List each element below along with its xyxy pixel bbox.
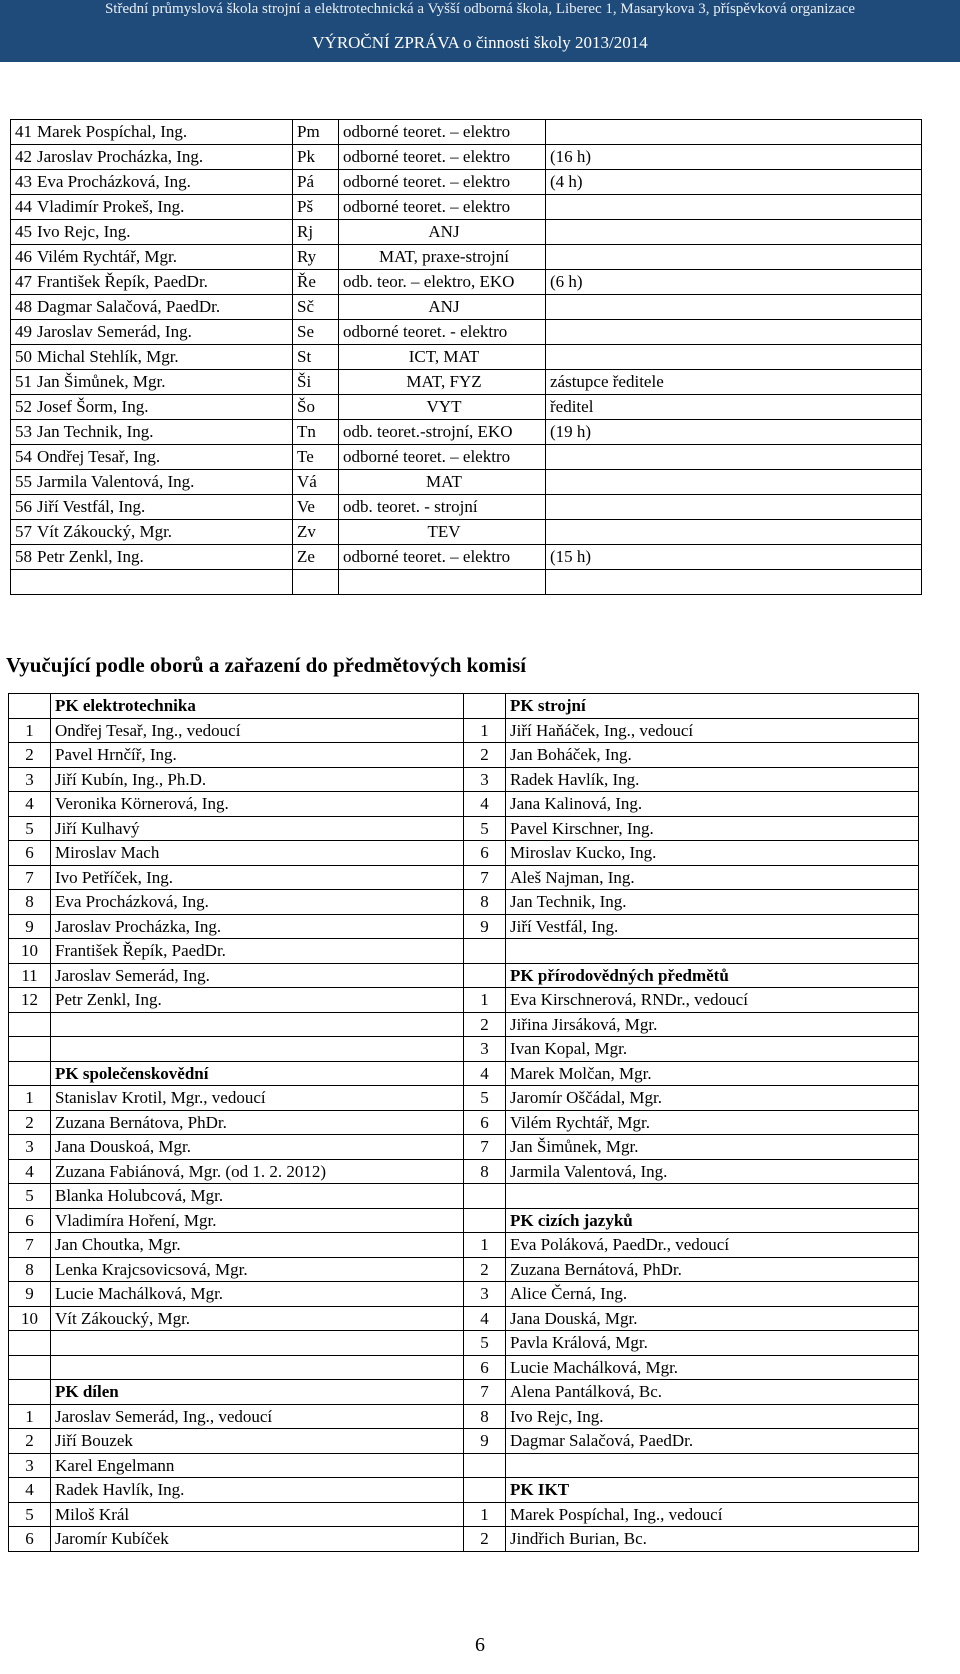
table-row (9, 1331, 919, 1356)
table-row (11, 320, 922, 345)
staff-note: (15 h) (546, 545, 922, 570)
table-row (9, 1061, 919, 1086)
right-member-number: 5 (464, 1331, 506, 1356)
right-member-name: Jana Kalinová, Ing. (506, 792, 919, 817)
staff-abbreviation: Pk (293, 145, 339, 170)
table-row (11, 570, 922, 595)
right-member-number (464, 1208, 506, 1233)
table-row (11, 245, 922, 270)
staff-subject: odborné teoret. – elektro (339, 445, 546, 470)
right-member-name: Pavla Králová, Mgr. (506, 1331, 919, 1356)
staff-subject: odborné teoret. – elektro (339, 120, 546, 145)
right-member-number: 4 (464, 792, 506, 817)
staff-name: Jan Šimůnek, Mgr. (33, 370, 293, 395)
left-member-name: Miroslav Mach (51, 841, 464, 866)
table-row (11, 270, 922, 295)
table-row (9, 1355, 919, 1380)
left-committee-heading: PK dílen (51, 1380, 464, 1405)
staff-note: zástupce ředitele (546, 370, 922, 395)
table-row (11, 220, 922, 245)
right-member-name: Marek Pospíchal, Ing., vedoucí (506, 1502, 919, 1527)
right-member-number: 2 (464, 743, 506, 768)
staff-name: Eva Procházková, Ing. (33, 170, 293, 195)
staff-number: 46 (11, 245, 34, 270)
right-member-number (464, 963, 506, 988)
table-row (9, 743, 919, 768)
left-member-name: Stanislav Krotil, Mgr., vedoucí (51, 1086, 464, 1111)
staff-name: Jan Technik, Ing. (33, 420, 293, 445)
left-member-name: Lucie Machálková, Mgr. (51, 1282, 464, 1307)
left-member-number: 9 (9, 914, 51, 939)
staff-subject: odborné teoret. – elektro (339, 545, 546, 570)
left-member-number: 8 (9, 890, 51, 915)
staff-name: Jiří Vestfál, Ing. (33, 495, 293, 520)
right-committee-heading: PK přírodovědných předmětů (506, 963, 919, 988)
table-row (11, 120, 922, 145)
left-member-number: 7 (9, 865, 51, 890)
right-member-name: Alena Pantálková, Bc. (506, 1380, 919, 1405)
staff-note: (19 h) (546, 420, 922, 445)
staff-name: František Řepík, PaedDr. (33, 270, 293, 295)
right-member-name: Miroslav Kucko, Ing. (506, 841, 919, 866)
staff-abbreviation (293, 570, 339, 595)
table-row (9, 1086, 919, 1111)
table-row (9, 1478, 919, 1503)
staff-subject: ANJ (339, 295, 546, 320)
left-member-name (51, 1355, 464, 1380)
left-member-number (9, 1037, 51, 1062)
staff-name: Ivo Rejc, Ing. (33, 220, 293, 245)
staff-number: 44 (11, 195, 34, 220)
table-row (9, 816, 919, 841)
left-member-number: 5 (9, 1184, 51, 1209)
right-member-number: 9 (464, 914, 506, 939)
table-row (9, 1502, 919, 1527)
table-row (11, 470, 922, 495)
staff-abbreviation: Se (293, 320, 339, 345)
right-member-name: Zuzana Bernátová, PhDr. (506, 1257, 919, 1282)
right-member-name (506, 939, 919, 964)
staff-note (546, 120, 922, 145)
left-member-number: 3 (9, 1453, 51, 1478)
left-member-number (9, 1012, 51, 1037)
staff-number: 47 (11, 270, 34, 295)
right-member-name: Jiřina Jirsáková, Mgr. (506, 1012, 919, 1037)
right-member-number: 8 (464, 1404, 506, 1429)
table-row (9, 694, 919, 719)
table-row (9, 767, 919, 792)
left-member-number: 7 (9, 1233, 51, 1258)
left-member-name: Blanka Holubcová, Mgr. (51, 1184, 464, 1209)
left-member-number: 2 (9, 743, 51, 768)
right-member-number: 3 (464, 1037, 506, 1062)
staff-number: 57 (11, 520, 34, 545)
staff-note (546, 445, 922, 470)
table-row (9, 1233, 919, 1258)
staff-abbreviation: Rj (293, 220, 339, 245)
left-member-name: Ivo Petříček, Ing. (51, 865, 464, 890)
left-member-name: Ondřej Tesař, Ing., vedoucí (51, 718, 464, 743)
left-member-name: Vít Zákoucký, Mgr. (51, 1306, 464, 1331)
right-member-name: Marek Molčan, Mgr. (506, 1061, 919, 1086)
staff-subject: MAT (339, 470, 546, 495)
table-row (9, 1135, 919, 1160)
staff-number: 56 (11, 495, 34, 520)
staff-number (11, 570, 34, 595)
staff-name: Marek Pospíchal, Ing. (33, 120, 293, 145)
staff-number: 48 (11, 295, 34, 320)
staff-subject: odborné teoret. – elektro (339, 195, 546, 220)
staff-note (546, 245, 922, 270)
left-member-number: 3 (9, 767, 51, 792)
left-member-number: 4 (9, 1159, 51, 1184)
committees-table (8, 693, 919, 1552)
right-member-name: Jan Technik, Ing. (506, 890, 919, 915)
school-name: Střední průmyslová škola strojní a elektrotechnická a Vyšší odborná škola, Liberec 1, Masarykova 3, příspěvková organizace (104, 1, 856, 17)
table-row (11, 145, 922, 170)
left-member-number: 9 (9, 1282, 51, 1307)
table-row (9, 1110, 919, 1135)
staff-abbreviation: Šo (293, 395, 339, 420)
right-member-name: Vilém Rychtář, Mgr. (506, 1110, 919, 1135)
right-member-number: 6 (464, 1355, 506, 1380)
table-row (11, 395, 922, 420)
left-member-number (9, 1355, 51, 1380)
right-member-number: 7 (464, 1380, 506, 1405)
staff-subject: odborné teoret. - elektro (339, 320, 546, 345)
table-row (9, 1527, 919, 1552)
table-row (9, 841, 919, 866)
left-member-name (51, 1012, 464, 1037)
staff-subject: ANJ (339, 220, 546, 245)
left-member-number: 5 (9, 1502, 51, 1527)
staff-number: 53 (11, 420, 34, 445)
staff-note (546, 345, 922, 370)
staff-note (546, 495, 922, 520)
staff-name: Petr Zenkl, Ing. (33, 545, 293, 570)
staff-table (10, 119, 922, 595)
table-row (11, 295, 922, 320)
staff-number: 43 (11, 170, 34, 195)
staff-name (33, 570, 293, 595)
staff-abbreviation: Pá (293, 170, 339, 195)
table-row (9, 1159, 919, 1184)
table-row (11, 445, 922, 470)
left-member-name: Vladimíra Hoření, Mgr. (51, 1208, 464, 1233)
right-member-number: 2 (464, 1527, 506, 1552)
staff-number: 51 (11, 370, 34, 395)
left-member-number (9, 1331, 51, 1356)
left-member-name: František Řepík, PaedDr. (51, 939, 464, 964)
staff-note (546, 195, 922, 220)
staff-subject: odb. teor. – elektro, EKO (339, 270, 546, 295)
staff-subject: odborné teoret. – elektro (339, 145, 546, 170)
staff-note (546, 295, 922, 320)
right-member-number: 3 (464, 1282, 506, 1307)
staff-abbreviation: Te (293, 445, 339, 470)
left-member-number: 2 (9, 1429, 51, 1454)
left-member-number: 6 (9, 841, 51, 866)
report-title: VÝROČNÍ ZPRÁVA o činnosti školy 2013/2014 (312, 33, 648, 52)
left-member-number: 4 (9, 792, 51, 817)
staff-note: (6 h) (546, 270, 922, 295)
staff-name: Dagmar Salačová, PaedDr. (33, 295, 293, 320)
right-member-number: 8 (464, 1159, 506, 1184)
staff-abbreviation: Ze (293, 545, 339, 570)
staff-abbreviation: St (293, 345, 339, 370)
right-committee-heading: PK cizích jazyků (506, 1208, 919, 1233)
left-member-number: 6 (9, 1527, 51, 1552)
staff-note (546, 520, 922, 545)
left-member-name: Zuzana Fabiánová, Mgr. (od 1. 2. 2012) (51, 1159, 464, 1184)
staff-name: Jaroslav Semerád, Ing. (33, 320, 293, 345)
left-member-name: Veronika Körnerová, Ing. (51, 792, 464, 817)
left-member-name: Zuzana Bernátova, PhDr. (51, 1110, 464, 1135)
right-member-number (464, 1453, 506, 1478)
left-member-name: Jiří Kulhavý (51, 816, 464, 841)
staff-number: 52 (11, 395, 34, 420)
table-row (9, 1208, 919, 1233)
left-member-name: Jaromír Kubíček (51, 1527, 464, 1552)
left-member-number: 6 (9, 1208, 51, 1233)
left-member-number: 12 (9, 988, 51, 1013)
left-member-name: Karel Engelmann (51, 1453, 464, 1478)
table-row (11, 345, 922, 370)
right-member-name: Dagmar Salačová, PaedDr. (506, 1429, 919, 1454)
right-committee-heading: PK strojní (506, 694, 919, 719)
staff-abbreviation: Pš (293, 195, 339, 220)
staff-abbreviation: Zv (293, 520, 339, 545)
table-row (9, 1184, 919, 1209)
table-row (9, 963, 919, 988)
right-member-number (464, 939, 506, 964)
page-number: 6 (475, 1634, 485, 1656)
right-member-name: Jana Douská, Mgr. (506, 1306, 919, 1331)
right-member-name: Ivan Kopal, Mgr. (506, 1037, 919, 1062)
table-row (9, 1037, 919, 1062)
staff-subject: odborné teoret. – elektro (339, 170, 546, 195)
right-member-name: Jiří Haňáček, Ing., vedoucí (506, 718, 919, 743)
left-committee-heading: PK elektrotechnika (51, 694, 464, 719)
right-member-name: Radek Havlík, Ing. (506, 767, 919, 792)
staff-name: Vilém Rychtář, Mgr. (33, 245, 293, 270)
table-row (9, 914, 919, 939)
staff-name: Ondřej Tesař, Ing. (33, 445, 293, 470)
staff-abbreviation: Tn (293, 420, 339, 445)
staff-abbreviation: Ry (293, 245, 339, 270)
staff-abbreviation: Ve (293, 495, 339, 520)
table-row (9, 939, 919, 964)
right-member-name (506, 1453, 919, 1478)
left-member-number: 1 (9, 1086, 51, 1111)
left-member-name: Jiří Kubín, Ing., Ph.D. (51, 767, 464, 792)
left-member-number: 3 (9, 1135, 51, 1160)
staff-number: 42 (11, 145, 34, 170)
left-member-name: Jaroslav Semerád, Ing. (51, 963, 464, 988)
right-member-number: 7 (464, 865, 506, 890)
table-row (9, 890, 919, 915)
staff-name: Jaroslav Procházka, Ing. (33, 145, 293, 170)
table-row (11, 495, 922, 520)
staff-abbreviation: Vá (293, 470, 339, 495)
right-member-name: Lucie Machálková, Mgr. (506, 1355, 919, 1380)
table-row (11, 170, 922, 195)
left-member-number: 10 (9, 939, 51, 964)
staff-name: Vladimír Prokeš, Ing. (33, 195, 293, 220)
right-member-number: 4 (464, 1306, 506, 1331)
left-member-number (9, 1380, 51, 1405)
staff-subject: TEV (339, 520, 546, 545)
table-row (9, 1257, 919, 1282)
table-row (11, 420, 922, 445)
staff-note: (4 h) (546, 170, 922, 195)
right-member-number: 7 (464, 1135, 506, 1160)
table-row (9, 792, 919, 817)
left-member-name: Lenka Krajcsovicsová, Mgr. (51, 1257, 464, 1282)
staff-subject: MAT, FYZ (339, 370, 546, 395)
table-row (9, 988, 919, 1013)
staff-note (546, 320, 922, 345)
staff-number: 45 (11, 220, 34, 245)
staff-abbreviation: Pm (293, 120, 339, 145)
table-row (9, 1453, 919, 1478)
left-member-number: 8 (9, 1257, 51, 1282)
table-row (9, 865, 919, 890)
right-member-name: Jiří Vestfál, Ing. (506, 914, 919, 939)
right-member-name: Jan Boháček, Ing. (506, 743, 919, 768)
staff-subject: odb. teoret. - strojní (339, 495, 546, 520)
staff-subject: odb. teoret.-strojní, EKO (339, 420, 546, 445)
right-member-name: Alice Černá, Ing. (506, 1282, 919, 1307)
right-member-number (464, 1478, 506, 1503)
staff-number: 55 (11, 470, 34, 495)
left-member-number: 5 (9, 816, 51, 841)
staff-note (546, 470, 922, 495)
left-member-name: Petr Zenkl, Ing. (51, 988, 464, 1013)
table-row (9, 1404, 919, 1429)
right-member-name: Jarmila Valentová, Ing. (506, 1159, 919, 1184)
staff-number: 49 (11, 320, 34, 345)
left-member-name: Jaroslav Procházka, Ing. (51, 914, 464, 939)
staff-number: 41 (11, 120, 34, 145)
left-member-name: Miloš Král (51, 1502, 464, 1527)
right-member-number: 8 (464, 890, 506, 915)
staff-subject: ICT, MAT (339, 345, 546, 370)
table-row (11, 545, 922, 570)
left-member-name: Jan Choutka, Mgr. (51, 1233, 464, 1258)
left-member-name (51, 1331, 464, 1356)
right-member-name: Eva Kirschnerová, RNDr., vedoucí (506, 988, 919, 1013)
staff-number: 58 (11, 545, 34, 570)
right-member-number: 6 (464, 1110, 506, 1135)
table-row (11, 370, 922, 395)
staff-note: ředitel (546, 395, 922, 420)
left-member-name: Pavel Hrnčíř, Ing. (51, 743, 464, 768)
right-member-name: Pavel Kirschner, Ing. (506, 816, 919, 841)
staff-subject: MAT, praxe-strojní (339, 245, 546, 270)
right-member-number: 1 (464, 718, 506, 743)
table-row (9, 1282, 919, 1307)
right-member-number: 5 (464, 1086, 506, 1111)
staff-abbreviation: Ši (293, 370, 339, 395)
staff-abbreviation: Sč (293, 295, 339, 320)
left-member-name: Radek Havlík, Ing. (51, 1478, 464, 1503)
staff-subject: VYT (339, 395, 546, 420)
right-member-name: Ivo Rejc, Ing. (506, 1404, 919, 1429)
staff-number: 54 (11, 445, 34, 470)
left-member-number: 2 (9, 1110, 51, 1135)
right-member-number: 5 (464, 816, 506, 841)
page-header (0, 0, 960, 62)
left-member-number: 10 (9, 1306, 51, 1331)
table-row (11, 520, 922, 545)
right-member-number: 2 (464, 1257, 506, 1282)
right-member-number: 1 (464, 1502, 506, 1527)
right-member-number: 3 (464, 767, 506, 792)
left-committee-heading: PK společenskovědní (51, 1061, 464, 1086)
right-member-name: Jan Šimůnek, Mgr. (506, 1135, 919, 1160)
left-member-name (51, 1037, 464, 1062)
left-member-number (9, 1061, 51, 1086)
table-row (9, 1012, 919, 1037)
staff-note: (16 h) (546, 145, 922, 170)
table-row (9, 718, 919, 743)
section-title: Vyučující podle oborů a zařazení do předmětových komisí (6, 653, 527, 677)
staff-number: 50 (11, 345, 34, 370)
right-member-number: 9 (464, 1429, 506, 1454)
right-member-name: Aleš Najman, Ing. (506, 865, 919, 890)
right-member-name: Jindřich Burian, Bc. (506, 1527, 919, 1552)
staff-note (546, 220, 922, 245)
left-member-number: 1 (9, 718, 51, 743)
staff-abbreviation: Ře (293, 270, 339, 295)
right-member-name (506, 1184, 919, 1209)
staff-name: Josef Šorm, Ing. (33, 395, 293, 420)
right-member-name: Jaromír Oščádal, Mgr. (506, 1086, 919, 1111)
table-row (9, 1306, 919, 1331)
table-row (9, 1380, 919, 1405)
left-member-name: Jiří Bouzek (51, 1429, 464, 1454)
right-member-number (464, 694, 506, 719)
left-member-number: 1 (9, 1404, 51, 1429)
right-committee-heading: PK IKT (506, 1478, 919, 1503)
right-member-number: 1 (464, 1233, 506, 1258)
staff-subject (339, 570, 546, 595)
right-member-number (464, 1184, 506, 1209)
left-member-number: 11 (9, 963, 51, 988)
right-member-name: Eva Poláková, PaedDr., vedoucí (506, 1233, 919, 1258)
staff-note (546, 570, 922, 595)
table-row (11, 195, 922, 220)
left-member-number: 4 (9, 1478, 51, 1503)
right-member-number: 4 (464, 1061, 506, 1086)
left-member-number (9, 694, 51, 719)
right-member-number: 6 (464, 841, 506, 866)
table-row (9, 1429, 919, 1454)
left-member-name: Jana Douskoá, Mgr. (51, 1135, 464, 1160)
staff-name: Vít Zákoucký, Mgr. (33, 520, 293, 545)
staff-name: Michal Stehlík, Mgr. (33, 345, 293, 370)
right-member-number: 1 (464, 988, 506, 1013)
left-member-name: Eva Procházková, Ing. (51, 890, 464, 915)
right-member-number: 2 (464, 1012, 506, 1037)
staff-name: Jarmila Valentová, Ing. (33, 470, 293, 495)
left-member-name: Jaroslav Semerád, Ing., vedoucí (51, 1404, 464, 1429)
